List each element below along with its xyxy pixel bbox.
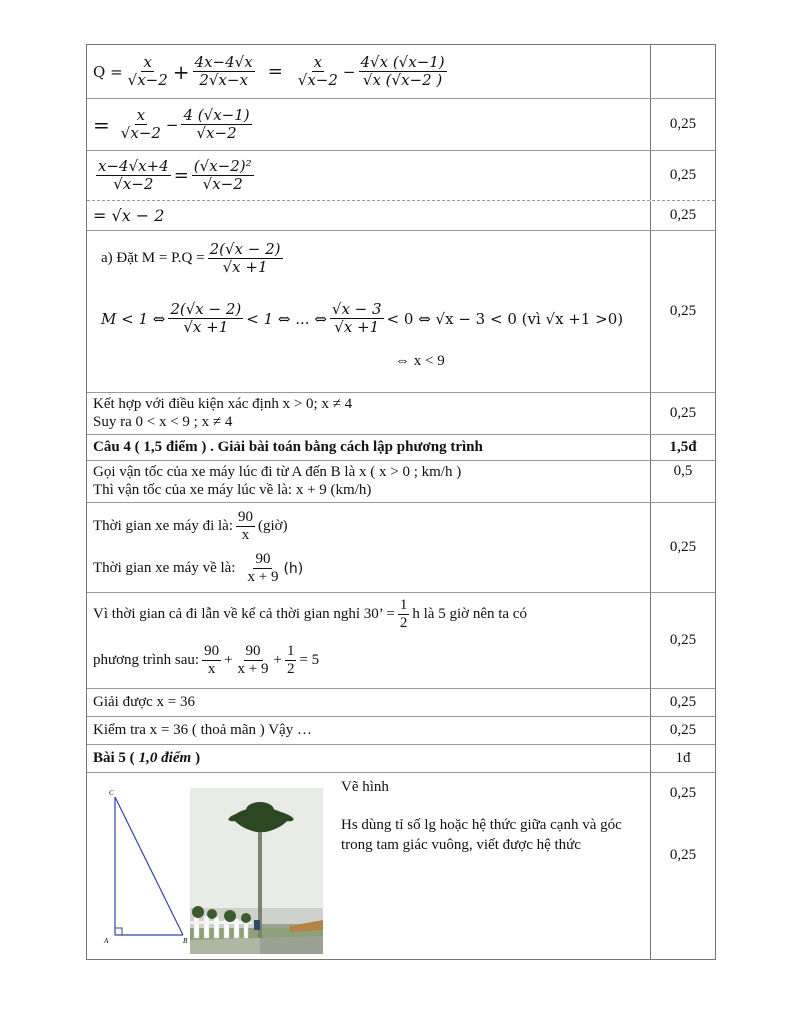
conclusion-line2: Suy ra 0 < x < 9 ; x ≠ 4: [93, 414, 233, 430]
equation-line1: Vì thời gian cả đi lẫn về kể cả thời gian nghỉ 30’ = $\frac{1}{2}$ h là 5 giờ nên ta có: [93, 597, 527, 632]
part-a-line3: ⇔ x < 9: [395, 353, 445, 369]
fraction: $\frac{90}{x}$: [204, 643, 220, 678]
fraction: $\frac{90}{x}$: [237, 509, 253, 544]
time-go-line: Thời gian xe máy đi là: $\frac{90}{x}$ (giờ): [93, 509, 288, 544]
row-part-a: [87, 231, 715, 393]
fraction: $\frac{\text{(√x−2)²}}{√x-2}$: [193, 156, 252, 193]
score-cell-group: [651, 773, 715, 959]
fraction: $\frac{4√x (√x-1)}{√x (√x-2 )}$: [360, 52, 445, 89]
row-square-form: [87, 151, 715, 201]
row-problem-5-content: [87, 773, 715, 959]
check-text: Kiểm tra x = 36 ( thoả mãn ) Vậy …: [87, 717, 651, 744]
row-conclusion: [87, 393, 715, 435]
row-problem-5-title: [87, 745, 715, 773]
q-expression: Q = $\frac{x}{√x-2}$ + $\frac{4x-4√x}{2√x-x}$ = $\frac{x}{√x-2}$ − $\frac{4√x (√x-1)}{√x (√x-2 )}$: [87, 45, 651, 98]
score-cell: [651, 45, 715, 98]
part-a-line1: a) Đặt M = P.Q = $\frac{2(√x - 2)}{√x +1}$: [101, 240, 281, 277]
fraction: $\frac{2(√x - 2)}{√x +1}$: [209, 240, 281, 277]
score-cell: 0,25: [669, 722, 697, 738]
fraction: $\frac{x}{√x-2}$: [120, 105, 161, 142]
question-4-title: Câu 4 ( 1,5 điểm ) . Giải bài toán bằng cách lập phương trình: [87, 435, 651, 460]
score-cell: 0,25: [669, 632, 697, 648]
setup-line2: Thì vận tốc của xe máy lúc về là: x + 9 (km/h): [93, 482, 372, 498]
time-content: [87, 503, 651, 592]
score-cell: 0,25: [669, 694, 697, 710]
score-cell: 0,5: [673, 463, 693, 479]
score-cell: 0,25: [669, 785, 697, 801]
draw-figure-label: Vẽ hình: [341, 779, 389, 795]
problem-5-content: [87, 773, 651, 959]
problem-5-explanation: Hs dùng tỉ số lg hoặc hệ thức giữa cạnh và góc trong tam giác vuông, viết được hệ thức: [341, 817, 622, 853]
score-cell: 0,25: [669, 303, 697, 319]
equation-content: [87, 593, 651, 688]
fraction: $\frac{4 (√x-1)}{√x-2}$: [183, 105, 250, 142]
row-setup: [87, 461, 715, 503]
problem-5-title: Bài 5 ( 1,0 điểm ): [87, 745, 651, 772]
score-cell: 0,25: [669, 539, 697, 555]
row-question-4-title: [87, 435, 715, 461]
row-result-q: [87, 201, 715, 231]
score-cell: 0,25: [669, 847, 697, 863]
setup-text: [87, 461, 651, 502]
row-time: [87, 503, 715, 593]
fraction: $\frac{4x-4√x}{2√x-x}$: [194, 52, 253, 89]
score-cell: 1đ: [675, 750, 691, 766]
equation-line2: phương trình sau: $\frac{90}{x}$ + $\frac{90}{x + 9}$ + $\frac{1}{2}$ = 5: [93, 643, 320, 678]
fraction: $\frac{2(√x - 2)}{√x +1}$: [170, 300, 242, 337]
fraction: $\frac{x-4√x+4}{√x-2}$: [98, 156, 169, 193]
score-cell: 0,25: [669, 405, 697, 421]
answer-table: [86, 44, 716, 960]
q-label: Q =: [93, 62, 123, 81]
part-a-line2: M < 1 ⇔ $\frac{2(√x - 2)}{√x +1}$ < 1 ⇔ ... ⇔ $\frac{√x - 3}{√x +1}$ < 0 ⇔ √x − 3 < 0 (vì √x +1 >0): [101, 300, 624, 337]
fraction: $\frac{√x - 3}{√x +1}$: [331, 300, 382, 337]
fraction: $\frac{x}{√x-2}$: [127, 52, 168, 89]
result-q: = √x − 2: [87, 201, 651, 230]
conclusion-text: [87, 393, 651, 434]
square-form-step: $\frac{x-4√x+4}{√x-2}$ = $\frac{\text{(√x−2)²}}{√x-2}$: [87, 151, 651, 200]
score-cell: 0,25: [669, 116, 697, 132]
fraction: $\frac{1}{2}$: [286, 643, 295, 678]
score-cell: 0,25: [669, 167, 697, 183]
vertex-b-label: B: [183, 937, 188, 945]
row-simplify: [87, 99, 715, 151]
row-equation: [87, 593, 715, 689]
vertex-a-label: A: [104, 937, 109, 945]
score-cell: 0,25: [669, 207, 697, 223]
part-a-content: [87, 231, 651, 392]
score-cell: 1,5đ: [669, 439, 697, 455]
right-triangle-diagram: [101, 785, 191, 945]
row-check: [87, 717, 715, 745]
row-q-expression: [87, 45, 715, 99]
fraction: $\frac{x}{√x-2}$: [297, 52, 338, 89]
fraction: $\frac{90}{x + 9}$: [247, 551, 279, 586]
simplify-step: = $\frac{x}{√x-2}$ − $\frac{4 (√x-1)}{√x-2}$: [87, 99, 651, 150]
conclusion-line1: Kết hợp với điều kiện xác định x > 0; x ≠ 4: [93, 396, 353, 412]
setup-line1: Gọi vận tốc của xe máy lúc đi từ A đến B là x ( x > 0 ; km/h ): [93, 464, 462, 480]
solve-text: Giải được x = 36: [87, 689, 651, 716]
fraction: $\frac{1}{2}$: [399, 597, 408, 632]
time-return-line: Thời gian xe máy về là: $\frac{90}{x + 9}$ (h): [93, 551, 304, 586]
fraction: $\frac{90}{x + 9}$: [237, 643, 269, 678]
palm-tree-photo: [190, 788, 323, 954]
row-solve: [87, 689, 715, 717]
vertex-c-label: C: [109, 789, 114, 797]
